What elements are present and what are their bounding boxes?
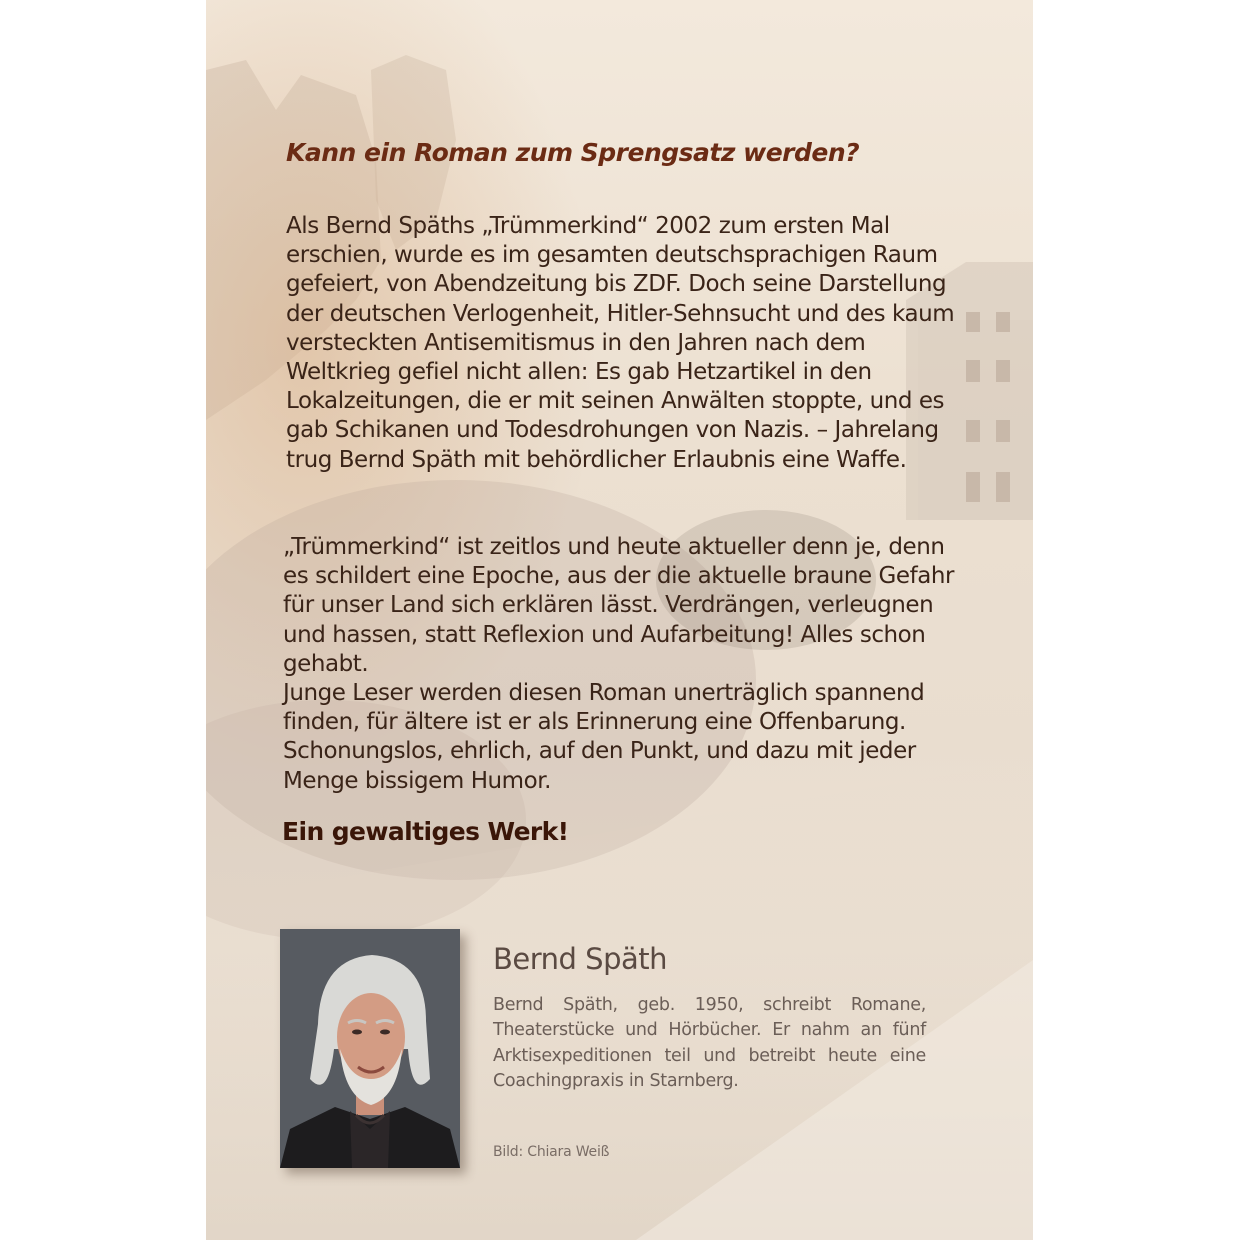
author-name: Bernd Späth [493,942,667,976]
paragraph-history: Als Bernd Späths „Trümmerkind“ 2002 zum ersten Mal erschien, wurde es im gesamten deutschsprachigen Raum gefeiert, von Abendzeitung bis ZDF. Doch seine Darstellung der deutschen Verlogenheit, Hitler-Sehnsucht und des kaum versteckten Antisemitismus in den Jahren nach dem Weltkrieg gefiel nicht allen: Es gab Hetzartikel in den Lokalzeitungen, die er mit seinen Anwälten stoppte, und es gab Schikanen und Todesdrohungen von Nazis. – Jahrelang trug Bernd Späth mit behördlicher Erlaubnis eine Waffe. [286,213,955,473]
author-bio: Bernd Späth, geb. 1950, schreibt Romane, Theaterstücke und Hörbücher. Er nahm an fünf Arktisexpeditionen teil und betreibt heute eine Coachingpraxis in Starnberg. [493,995,926,1091]
back-cover [206,0,1033,1240]
headline: Kann ein Roman zum Sprengsatz werden? [286,138,860,167]
claim-tagline: Ein gewaltiges Werk! [282,817,569,846]
paragraph-readers: Junge Leser werden diesen Roman unerträglich spannend finden, für ältere ist er als Erinnerung eine Offenbarung. Schonungslos, ehrlich, auf den Punkt, und dazu mit jeder Menge bissigem Humor. [283,680,925,794]
author-portrait [280,929,460,1168]
author-photo-image [280,929,460,1168]
photo-credit: Bild: Chiara Weiß [493,1144,610,1160]
paragraph-relevance: „Trümmerkind“ ist zeitlos und heute aktueller denn je, denn es schildert eine Epoche, aus der die aktuelle braune Gefahr für unser Land sich erklären lässt. Verdrängen, verleugnen und hassen, statt Reflexion und Aufarbeitung! Alles schon gehabt. [283,534,955,677]
